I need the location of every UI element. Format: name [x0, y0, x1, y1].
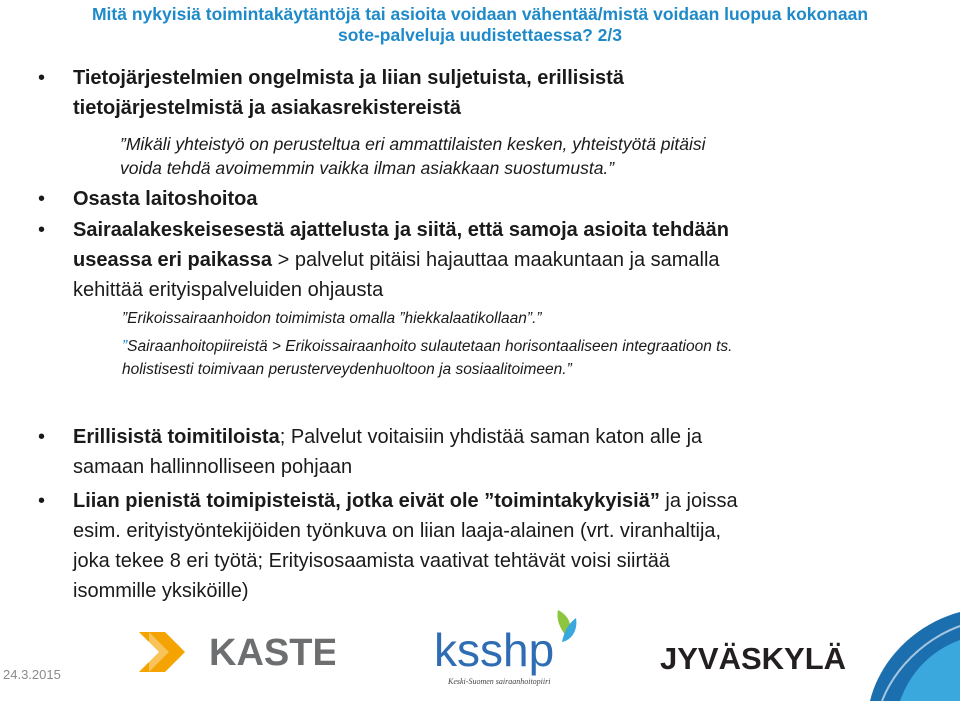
bullet-marker: •: [38, 219, 46, 241]
kaste-logo: [135, 622, 335, 678]
quote-sairaanhoitopiirit: ”Sairaanhoitopiireistä > Erikoissairaanhoito sulautetaan horisontaaliseen integraatioon ts. holistisesti toimivaan perusterveydenhuoltoon ja sosiaalitoimeen.”: [122, 338, 733, 378]
kaste-logo-text: KASTE: [209, 632, 335, 674]
slide-title: [0, 4, 960, 46]
bullet-toimitilat: Erillisistä toimitiloista; Palvelut voitaisiin yhdistää saman katon alle ja samaan hallinnolliseen pohjaan: [73, 426, 703, 478]
title-line-2: sote-palveluja uudistettaessa? 2/3: [338, 25, 622, 45]
ksshp-logo-text: ksshp: [434, 624, 555, 676]
bullet-toimipisteet: Liian pienistä toimipisteistä, jotka eivät ole ”toimintakykyisiä” ja joissa esim. erityistyöntekijöiden työnkuva on liian laaja-alainen (vrt. viranhaltija, joka tekee 8 eri työtä; Erityisosaamista vaativat tehtävät voisi siirtää isommille yksiköille): [73, 490, 738, 602]
bullet-laitoshoito: Osasta laitoshoitoa: [73, 188, 258, 210]
bullet-sairaalakeskeisyys: Sairaalakeskeisesestä ajattelusta ja siitä, että samoja asioita tehdään useassa eri paikassa > palvelut pitäisi hajauttaa maakuntaan ja samalla kehittää erityispalveluiden ohjausta: [73, 219, 729, 301]
bullet-marker: •: [38, 490, 46, 512]
bullet-marker: •: [38, 188, 46, 210]
quote-yhteistyo: ”Mikäli yhteistyö on perusteltua eri ammattilaisten kesken, yhteistyötä pitäisi voida tehdä avoimemmin vaikka ilman asiakkaan suostumusta.”: [120, 134, 706, 178]
jyvaskyla-logo-text: JYVÄSKYLÄ: [660, 641, 847, 676]
bullet-tietojarjestelmat: [73, 63, 943, 123]
bullet-marker: •: [38, 67, 46, 89]
jyvaskyla-logo: [660, 636, 860, 676]
title-line-1: Mitä nykyisiä toimintakäytäntöjä tai asioita voidaan vähentää/mistä voidaan luopua kokonaan: [91, 4, 869, 24]
bullet-line: tietojärjestelmistä ja asiakasrekistereistä: [73, 97, 462, 119]
bullet-line: Tietojärjestelmien ongelmista ja liian suljetuista, erillisistä: [73, 67, 624, 89]
bullet-marker: •: [38, 426, 46, 448]
ksshp-logo-subtitle: Keski-Suomen sairaanhoitopiiri: [448, 677, 551, 686]
ksshp-logo: [430, 606, 590, 690]
footer-date: 24.3.2015: [3, 667, 61, 682]
quote-erikoissairaanhoito: ”Erikoissairaanhoidon toimimista omalla ”hiekkalaatikollaan”.”: [122, 310, 542, 327]
corner-swoosh: [860, 600, 960, 701]
